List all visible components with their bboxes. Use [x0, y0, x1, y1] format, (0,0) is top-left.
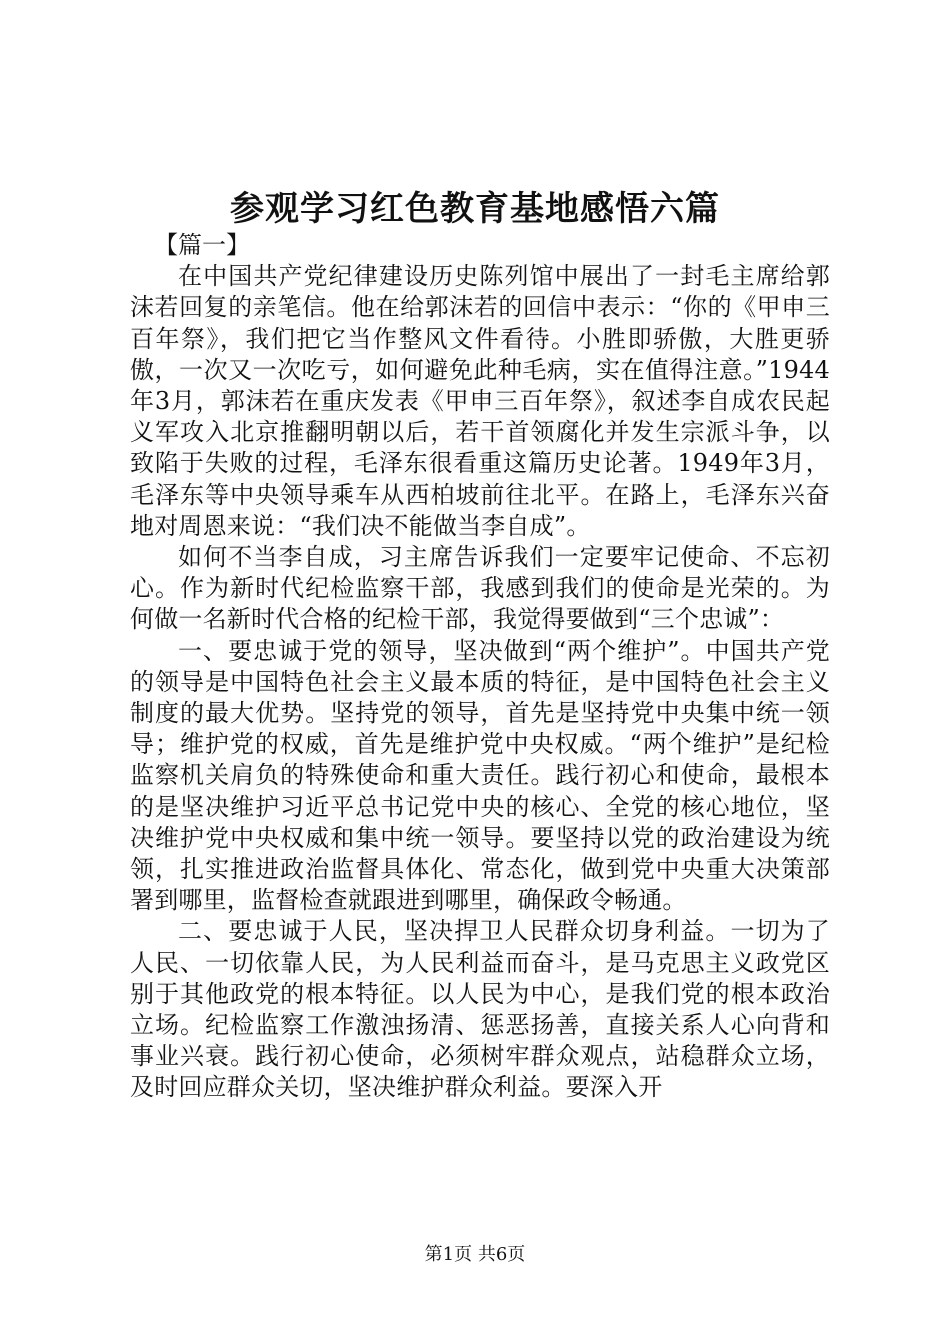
- paragraph-2: 如何不当李自成，习主席告诉我们一定要牢记使命、不忘初心。作为新时代纪检监察干部，我感到我们的使命是光荣的。为何做一名新时代合格的纪检干部，我觉得要做到“三个忠诚”：: [130, 543, 830, 634]
- document-title: 参观学习红色教育基地感悟六篇: [230, 189, 720, 229]
- page-footer: 第1页 共6页: [424, 1244, 526, 1265]
- paragraph-4: 二、要忠诚于人民，坚决捍卫人民群众切身利益。一切为了人民、一切依靠人民，为人民利益而奋斗，是马克思主义政党区别于其他政党的根本特征。以人民为中心，是我们党的根本政治立场。纪检监察工作激浊扬清、惩恶扬善，直接关系人心向背和事业兴衰。践行初心使命，必须树牢群众观点，站稳群众立场，及时回应群众关切，坚决维护群众利益。要深入开: [130, 917, 830, 1102]
- paragraph-3: 一、要忠诚于党的领导，坚决做到“两个维护”。中国共产党的领导是中国特色社会主义最本质的特征，是中国特色社会主义制度的最大优势。坚持党的领导，首先是坚持党中央集中统一领导；维护党的权威，首先是维护党中央权威。“两个维护”是纪检监察机关肩负的特殊使命和重大责任。践行初心和使命，最根本的是坚决维护习近平总书记党中央的核心、全党的核心地位，坚决维护党中央权威和集中统一领导。要坚持以党的政治建设为统领，扎实推进政治监督具体化、常态化，做到党中央重大决策部署到哪里，监督检查就跟进到哪里，确保政令畅通。: [130, 636, 830, 915]
- document-body: [130, 230, 830, 1104]
- section-label: 【篇一】: [154, 231, 250, 259]
- paragraph-1: 在中国共产党纪律建设历史陈列馆中展出了一封毛主席给郭沫若回复的亲笔信。他在给郭沫若的回信中表示：“你的《甲申三百年祭》，我们把它当作整风文件看待。小胜即骄傲，大胜更骄傲，一次又一次吃亏，如何避免此种毛病，实在值得注意。”1944年3月，郭沫若在重庆发表《甲申三百年祭》，叙述李自成农民起义军攻入北京推翻明朝以后，若干首领腐化并发生宗派斗争，以致陷于失败的过程，毛泽东很看重这篇历史论著。1949年3月，毛泽东等中央领导乘车从西柏坡前往北平。在路上，毛泽东兴奋地对周恩来说：“我们决不能做当李自成”。: [130, 262, 830, 540]
